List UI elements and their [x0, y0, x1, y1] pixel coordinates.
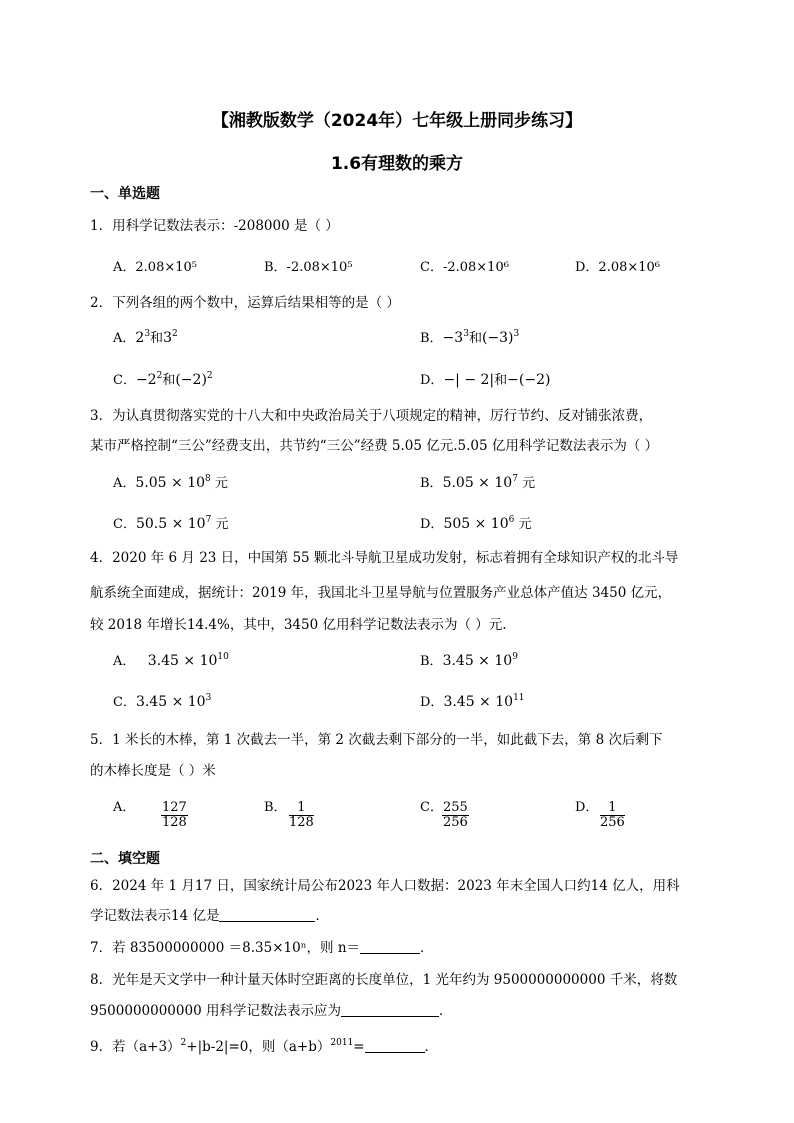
question-5-option-d — [575, 796, 598, 815]
exponent: 3 — [144, 329, 151, 339]
unit: 元 — [522, 476, 536, 491]
question-5-option-a — [113, 796, 135, 815]
question-9 — [90, 1035, 438, 1055]
denominator: 128 — [162, 815, 187, 830]
math-expression: −(−2) — [507, 372, 551, 388]
denominator: 256 — [600, 815, 625, 830]
question-2-option-a — [113, 327, 178, 346]
option-label: C． — [113, 373, 136, 388]
exponent: 8 — [205, 474, 211, 484]
question-end: ． — [424, 1039, 439, 1055]
question-2-option-d — [420, 369, 550, 388]
option-label: B． — [420, 476, 443, 491]
exponent: 2 — [156, 371, 163, 381]
question-1-option-c: C．-2.08×10⁶ — [420, 260, 509, 275]
numerator: 1 — [289, 801, 314, 816]
answer-blank[interactable] — [219, 907, 315, 922]
option-label: C． — [420, 800, 443, 815]
exponent: 2 — [180, 1038, 187, 1048]
question-1-option-d: D．2.08×10⁶ — [575, 260, 661, 275]
question-4-option-a — [113, 650, 229, 669]
question-2-option-b — [420, 327, 519, 346]
math-expression: 5.05 × 10 — [135, 475, 206, 491]
question-7-text: 7．若 83500000000 ＝8.35×10ⁿ，则 n＝ — [90, 940, 361, 956]
question-5-option-c-fraction — [442, 801, 469, 830]
option-label: D． — [420, 373, 444, 388]
option-label: B． — [420, 331, 443, 346]
exponent: 10 — [217, 652, 229, 662]
answer-blank[interactable] — [365, 1038, 425, 1053]
math-expression: 505 × 10 — [443, 516, 509, 532]
question-5-option-a-fraction — [161, 801, 188, 830]
math-expression: 3.45 × 10 — [147, 653, 218, 669]
question-end: ． — [420, 940, 434, 956]
question-4-line-1: 4．2020 年 6 月 23 日，中国第 55 颗北斗导航卫星成功发射，标志着拥有全球知识产权的北斗导 — [90, 550, 679, 566]
question-6-text: 学记数法表示14 亿是 — [90, 908, 220, 924]
option-label: C． — [113, 517, 136, 532]
option-label: D． — [575, 800, 599, 815]
question-8-line-2 — [90, 999, 452, 1019]
section-heading-fill-in: 二、填空题 — [90, 851, 160, 867]
question-8-line-1: 8．光年是天文学中一种计量天体时空距离的长度单位，1 光年约为 9500000000000 千米，将数 — [90, 972, 678, 988]
option-label: A． — [113, 654, 136, 669]
question-5-option-d-fraction — [600, 801, 625, 830]
question-3-option-c — [113, 513, 228, 532]
option-label: A． — [113, 331, 136, 346]
question-3-line-2: 某市严格控制“三公”经费支出，共节约“三公”经费 5.05 亿元.5.05 亿用科学记数法表示为（ ） — [90, 438, 659, 454]
exponent: 2011 — [330, 1038, 354, 1048]
unit: 元 — [215, 517, 229, 532]
question-3-option-d — [420, 513, 532, 532]
option-label: B． — [420, 654, 443, 669]
math-expression: 3 — [163, 330, 172, 346]
question-9-text-start: 9．若（a+3） — [90, 1039, 181, 1055]
exponent: 7 — [512, 474, 518, 484]
math-expression: 3.45 × 10 — [443, 694, 514, 710]
exponent: 2 — [206, 371, 213, 381]
denominator: 256 — [443, 815, 468, 830]
conjunction: 和 — [150, 331, 164, 346]
math-expression: −| − 2| — [443, 372, 495, 388]
exponent: 7 — [205, 515, 212, 525]
question-1-option-a: A．2.08×10⁵ — [113, 260, 197, 275]
option-label: A． — [113, 476, 136, 491]
question-7 — [90, 936, 434, 956]
math-expression: 3.45 × 10 — [135, 694, 206, 710]
question-3-line-1: 3．为认真贯彻落实党的十八大和中央政治局关于八项规定的精神，厉行节约、反对铺张浓费， — [90, 408, 653, 424]
question-6-line-2 — [90, 904, 329, 924]
option-label: B． — [264, 800, 287, 815]
numerator: 255 — [443, 800, 468, 815]
option-label: C． — [113, 695, 136, 710]
question-5-option-b-fraction — [289, 801, 314, 830]
question-4-line-2: 航系统全面建成，据统计：2019 年，我国北斗卫星导航与位置服务产业总体产值达 3450 亿元， — [90, 585, 672, 601]
question-end: ． — [438, 1003, 453, 1019]
question-5-line-2: 的木棒长度是（ ）米 — [90, 763, 216, 779]
exponent: 3 — [463, 329, 469, 339]
question-6-line-1: 6．2024 年 1 月17 日，国家统计局公布2023 年人口数据：2023 年末全国人口约14 亿人，用科 — [90, 878, 680, 894]
page-title: 【湘教版数学（2024年）七年级上册同步练习】 — [211, 111, 583, 131]
question-5-option-c — [420, 796, 443, 815]
math-expression: −3 — [442, 330, 464, 346]
unit: 元 — [518, 517, 532, 532]
question-2-option-c — [113, 369, 213, 388]
option-label: D． — [420, 695, 444, 710]
option-label: D． — [420, 517, 444, 532]
equals-sign: = — [353, 1039, 365, 1055]
question-3-option-a — [113, 472, 228, 491]
question-2-text: 2．下列各组的两个数中，运算后结果相等的是（ ） — [90, 295, 400, 311]
math-expression: 3.45 × 10 — [442, 653, 513, 669]
option-label: A． — [113, 800, 136, 815]
exponent: 11 — [513, 693, 525, 703]
question-3-option-b — [420, 472, 535, 491]
math-expression: (−2) — [175, 372, 207, 388]
section-heading-single-choice: 一、单选题 — [90, 186, 160, 202]
question-8-text: 9500000000000 用科学记数法表示应为 — [90, 1003, 341, 1019]
math-expression: (−3) — [481, 330, 514, 346]
math-expression: 50.5 × 10 — [135, 516, 206, 532]
question-end: ． — [315, 908, 329, 924]
math-expression: 2 — [135, 330, 145, 346]
math-expression: 5.05 × 10 — [442, 475, 513, 491]
page-subtitle: 1.6有理数的乘方 — [330, 154, 464, 174]
answer-blank[interactable] — [341, 1002, 439, 1017]
numerator: 127 — [162, 800, 187, 815]
question-5-line-1: 5．1 米长的木棒，第 1 次截去一半，第 2 次截去剩下部分的一半，如此截下去，第 8 次后剩下 — [90, 732, 663, 748]
question-9-text-mid: +|b-2|=0，则（a+b） — [186, 1039, 331, 1055]
question-4-option-b — [420, 650, 518, 669]
question-4-option-d — [420, 691, 525, 710]
exponent: 9 — [512, 652, 518, 662]
conjunction: 和 — [162, 373, 176, 388]
question-1-text: 1．用科学记数法表示：-208000 是（ ） — [90, 218, 339, 234]
exponent: 3 — [513, 329, 520, 339]
numerator: 1 — [600, 801, 625, 816]
exponent: 3 — [205, 693, 212, 703]
exponent: 6 — [508, 515, 515, 525]
question-5-option-b — [264, 796, 287, 815]
question-4-line-3: 较 2018 年增长14.4%，其中，3450 亿用科学记数法表示为（ ）元. — [90, 617, 507, 633]
answer-blank[interactable] — [360, 939, 420, 954]
conjunction: 和 — [468, 331, 482, 346]
unit: 元 — [214, 476, 228, 491]
conjunction: 和 — [494, 373, 508, 388]
denominator: 128 — [289, 815, 314, 830]
math-expression: −2 — [135, 372, 157, 388]
exponent: 2 — [171, 329, 178, 339]
question-1-option-b: B．-2.08×10⁵ — [264, 260, 353, 275]
question-4-option-c — [113, 691, 211, 710]
